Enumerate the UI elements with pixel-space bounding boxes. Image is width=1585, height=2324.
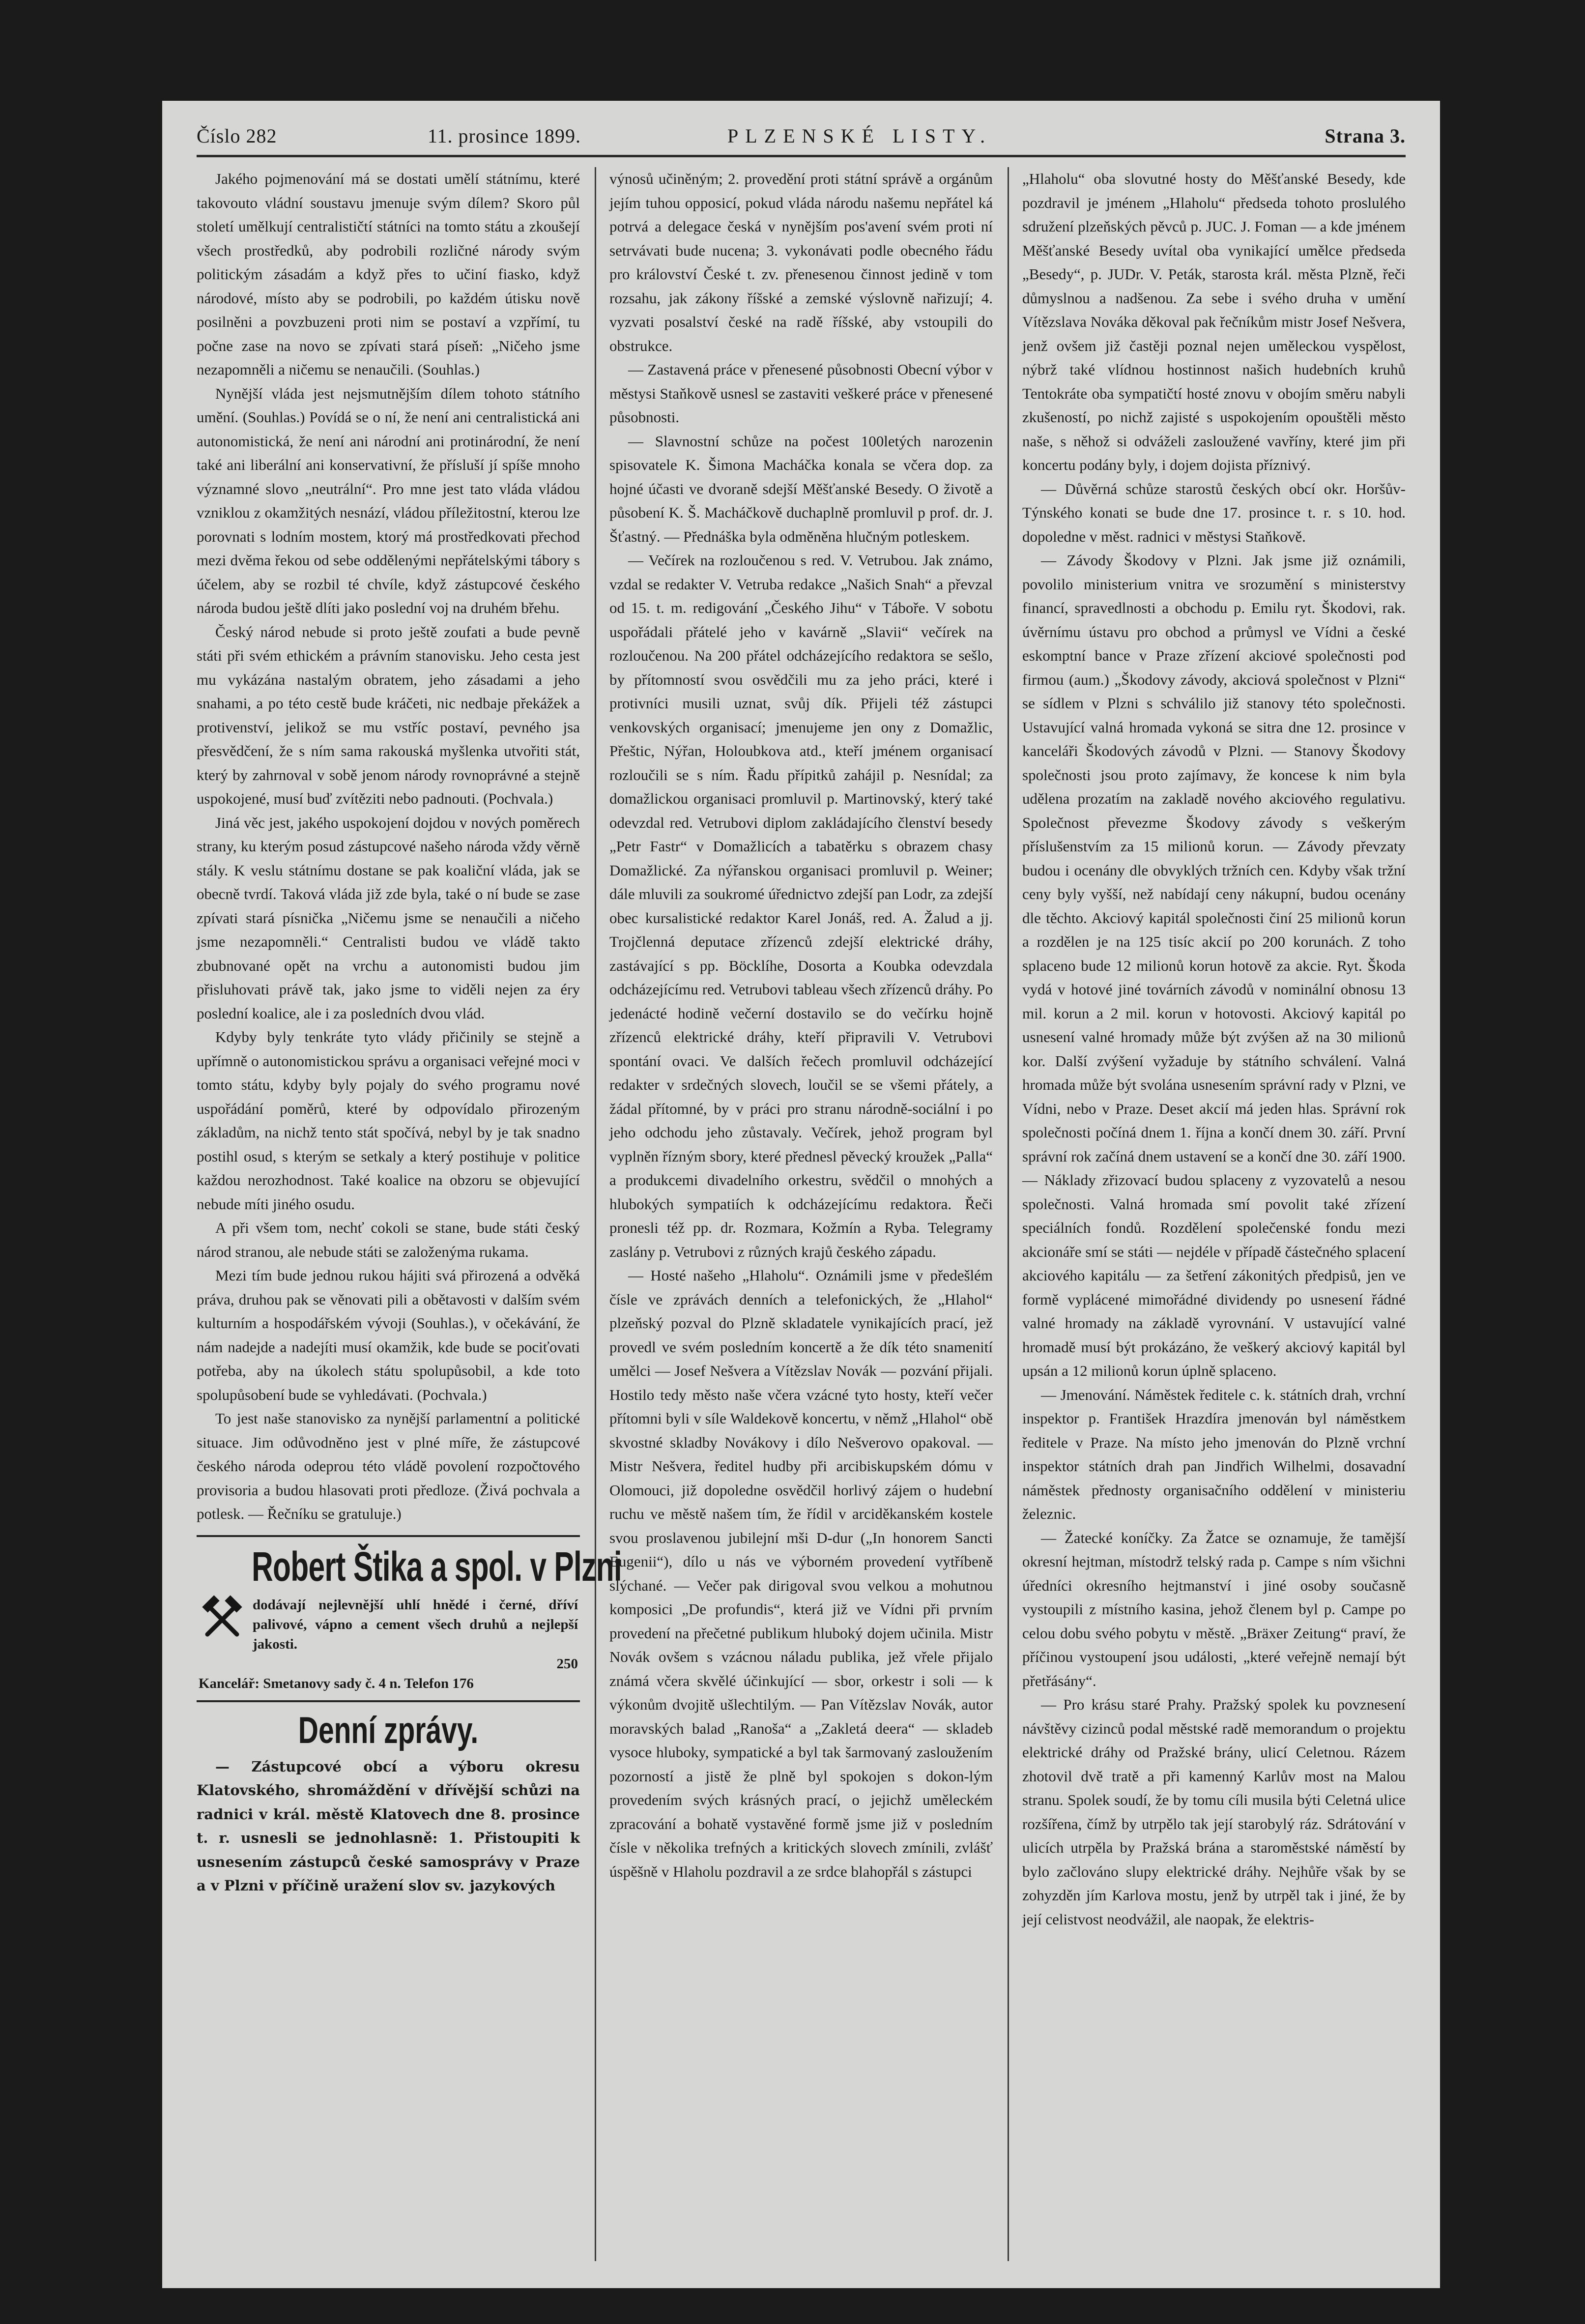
paragraph: Mezi tím bude jednou rukou hájiti svá přirozená a odvěká práva, druhou pak se věnovati pili a obětavosti v dalším svém kulturním a hospodářském vývoji (Souhlas.), v očekávání, že nám nadejde a nadejíti musí okamžik, kde bude se pociťovati potřeba, aby na úkolech státu spolupůsobil, a kde toto spolupůsobení bude se vyhledávati. (Pochvala.): [197, 1267, 580, 1403]
ad-title: Robert Štika a spol. v Plzni: [252, 1543, 622, 1590]
column-divider: [595, 167, 596, 2261]
news-item: — Hosté našeho „Hlaholu“. Oznámili jsme v předešlém čísle ve zprávách denních a telefonických, že „Hlahol“ plzeňský pozval do Plzně skladatele vynikajících prací, jež provedl ve svém posledním koncertě a že dík této snamenití umělci — Josef Nešvera a Vítězslav Novák — pozvání přijali. Hostilo tedy město naše včera vzácné tyto hosty, kteří večer přítomni byli v síle Waldekově koncertu, v němž „Hlahol“ obě skvostné skladby Novákovy i dílo Nešverovo opakoval. — Mistr Nešvera, ředitel hudby při arcibiskupském dómu v Olomouci, již dopoledne osvědčil horlivý zájem o hudební ruchu ve městě našem tím, že řídil v arciděkanském kostele svou proslavenou jubilejní mši D-dur („In honorem Sancti Eugenii“), dílo u nás ve výborném provedení vytříbeně slýchané. — Večer pak dirigoval svou velkou a mohutnou komposici „De profundis“, která již ve Vídni při prvním provedení na přečetné publikum hluboký dojem učinila. Mistr Novák ovšem s vzácnou náladu publika, jež vřele přijalo známá včera skvělé účinkující — sbor, orkestr i soli — k výkonům dvojitě ušlechtilým. — Pan Vítězslav Novák, autor moravských balad „Ranoša“ a „Zakletá deera“ — skladeb vysoce hluboky, sympatické a byl tak šarmovaný zasloužením pozorností a jistě že plně byl spokojen s dokon-lým provedením svých krásných prací, o jejichž uměleckém zpracování a bohatě vystavěné formě jsme již v posledním čísle v několika trefných a kritických slovech zmínili, zvlášť úspěšně v Hlaholu pozdravil a ze srdce blahopřál s zástupci: [609, 1267, 993, 1880]
paragraph: Jiná věc jest, jakého uspokojení dojdou v nových poměrech strany, ku kterým posud zástupcové našeho národa vždy věrně stály. K veslu státnímu dostane se pak koaliční vláda, jak se obecně tvrdí. Taková vláda již zde byla, také o ní bude se zase zpívati stará písnička „Ničemu jsme se nenaučili a ničeho jsme nezapomněli.“ Centralisti budou ve vládě takto zbubnované opět na vrchu a autonomisti budou jim přisluhovati právě tak, jako jsme to viděli nejen za éry poslední koalice, ale i za posledních dvou vlád.: [197, 813, 580, 1022]
ad-contact: Kancelář: Smetanovy sady č. 4 n. Telefon 176: [199, 1675, 474, 1691]
paragraph: To jest naše stanovisko za nynější parlamentní a politické situace. Jim odůvodněno jest v plné míře, že zástupcové českého národa odeprou této vládě povolení rozpočtového provisoria a budou hlasovati proti předloze. (Živá pochvala a potlesk. — Řečníku se gratuluje.): [197, 1410, 580, 1522]
paragraph: Nynější vláda jest nejsmutnějším dílem tohoto státního umění. (Souhlas.) Povídá se o ní, že není ani centralistická ani autonomistická, že není ani národní ani protinárodní, že není také ani liberální ani konservativní, že přísluší jí spíše mnoho významné slovo „neutrální“. Pro mne jest tato vláda vládou vzniklou z okamžitých nesnází, vládou příležitostní, kterou lze porovnati s lodním mostem, ktorý má prostředkovati přechod mezi dvěma řekou od sebe oddělenými nepřátelskými tábory s účelem, aby se rozbil té chvíle, když zástupcové českého národa budou ještě dlíti jako poslední voj na druhém břehu.: [197, 384, 580, 616]
news-item: — Zástupcové obcí a výboru okresu Klatovského, shromáždění v dřívější schůzi na radnici v král. městě Klatovech dne 8. prosince t. r. usnesli se jednohlasně: 1. Přistoupiti k usnesením zástupců české samosprávy v Praze a v Plzni v příčině uražení slov sv. jazykových: [197, 1758, 580, 1894]
column-1: [197, 167, 622, 2261]
ad-number: 250: [556, 1656, 578, 1672]
news-item: — Slavnostní schůze na počest 100letých narozenin spisovatele K. Šimona Macháčka konala se včera dop. za hojné účasti ve dvoraně sdejší Měšťanské Besedy. O životě a působení K. Š. Macháčkově duchaplně promluvil p prof. dr. J. Šťastný. — Přednáška byla odměněna hlučným potleskem.: [609, 432, 993, 545]
paragraph: Český národ nebude si proto ještě zoufati a bude pevně státi při svém ethickém a právním stanovisku. Jeho cesta jest mu vykázána nastalým obratem, jeho zásadami a jeho snahami, a po této cestě bude kráčeti, nic nedbaje překážek a protivenství, jelikož se mu vstříc postaví, pevného jsa přesvědčení, že s ním sama rakouská myšlenka utvořiti stát, který by zahrnoval v sobě jenom národy rovnoprávné a stejně uspokojené, musí buď zvítěziti nebo padnouti. (Pochvala.): [197, 623, 580, 807]
column-3: [1022, 167, 1406, 2261]
news-item: — Zastavená práce v přenesené působnosti Obecní výbor v městysi Staňkově usnesl se zastaviti veškeré práce v přenesené působnosti.: [609, 361, 993, 426]
paragraph: výnosů učiněným; 2. provedění proti státní správě a orgánům jejím tuhou opposicí, pokud vláda národu našemu nepřátel ká potrvá a delegace česká v nynějším pos'avení svém proti ní setrvávati bude nucena; 3. vykonávati podle obecného řádu pro království České t. zv. přenesenou činnost jedině v tom rozsahu, jak zákony říšské a zemské výslovně nařizují; 4. vyzvati posalství české na radě říšské, aby vstoupili do obstrukce.: [609, 170, 993, 354]
news-item: — Důvěrná schůze starostů českých obcí okr. Horšův-Týnského konati se bude dne 17. prosince t. r. s 10. hod. dopoledne v měst. radnici v městysi Staňkově.: [1022, 480, 1406, 545]
news-item: — Pro krásu staré Prahy. Pražský spolek ku povznesení návštěvy cizinců podal městské radě memorandum o projektu elektrické dráhy od Pražské brány, ulicí Celetnou. Rázem zhotovil dvě tratě a při kamenný Karlův most na Malou stranu. Spolek soudí, že by tomu cíli musila býti Celetná ulice rozšířena, čímž by utrpělo tak její starobylý ráz. Sdrátování v ulicích utrpěla by Pražská brána a staroměstské náměstí by bylo začlováno slupy elektrické dráhy. Nejhůře však by se zohyzděn jím Karlova mostu, jenž by utrpěl tak i jiné, že by její celistvost neodvážil, ale naopak, že elektris-: [1022, 1696, 1406, 1928]
news-item: — Závody Škodovy v Plzni. Jak jsme již oznámili, povolilo ministerium vnitra ve srozumění s ministerstvy financí, spravedlnosti a obchodu p. Emilu ryt. Škodovi, rak. úvěrnímu ústavu pro obchod a průmysl ve Vídni a české eskomptní bance v Praze zřízení akciové společnosti pod firmou (aum.) „Škodovy závody, akciová společnost v Plzni“ se sídlem v Plzni s schválilo již stanovy této společnosti. Ustavující valná hromada vykoná se sitra dne 12. prosince v kanceláři Škodových závodů v Plzni. — Stanovy Škodovy společnosti jsou proto zajímavy, že koncese k nim byla udělena prozatím na zakladě nového akciového regulativu. Společnost převezme Škodovy závody s veškerým příslušenstvím za 15 milionů korun. — Závody převzaty budou i ocenány dle obvyklých tržních cen. Kdyby však tržní ceny byly vyšší, než nabídají ceny nákupní, budou ocenány dle těchto. Akciový kapitál společnosti činí 25 milionů korun a rozdělen je na 125 tisíc akcií po 200 korunách. Z toho splaceno bude 12 milionů korun hotově za akcie. Ryt. Škoda vydá v hotové jiné továrních závodů v nominální obnosu 13 mil. korun a 2 mil. korun v hotovosti. Akciový kapitál po usnesení valné hromady může být zvýšen až na 30 milionů kor. Další zvýšení vyžaduje by státního schválení. Valná hromada může být svolána usnesením správní rady v Plzni, ve Vídni, nebo v Praze. Deset akcií má jeden hlas. Správní rok společnosti počíná dnem 1. října a končí dnem 30. září. První správní rok začíná dnem ustavení se a končí dne 30. září 1900. — Náklady zřizovací budou splaceny z vyzovatelů a nesou společnosti. Valná hromada smí povolit také zřízení speciálních fondů. Rozdělení společenské fondu mezi akcionáře smí se státi — nejdéle v případě částečného splacení akciového kapitálu — za šetření zákonitých předpisů, jen ve formě vyplácené mimořádné dividendy po usnesení řádné valné hromady na základě vyrovnání. V ustavující valné hromadě musí být prokázáno, že veškerý akciový kapitál byl upsán a 12 milionů korun úplně splaceno.: [1022, 552, 1406, 1379]
paragraph: Kdyby byly tenkráte tyto vlády přičinily se stejně a upřímně o autonomistickou správu a organisaci veřejné moci v tomto státu, kdyby byly pojaly do svého programu nové uspořádání poměrů, které by odpovídalo přirozeným základům, na nichž tento stát spočívá, nebyl by je tak snadno postihl osud, s kterým se setkaly a který postihuje v politice každou nerozhodnost. Také koalice na obzoru se objevující nebude míti jiného osudu.: [197, 1028, 580, 1213]
issue-date: 11. prosince 1899.: [428, 125, 581, 147]
page-number: Strana 3.: [1325, 125, 1406, 147]
column-divider: [1008, 167, 1009, 2261]
newspaper-title: PLZENSKÉ LISTY.: [727, 125, 992, 147]
paragraph: „Hlaholu“ oba slovutné hosty do Měšťanské Besedy, kde pozdravil je jménem „Hlaholu“ předseda tohoto proslulého sdružení plzeňských pěvců p. JUC. J. Foman — a kde jménem Měšťanské Besedy uvítal oba vynikající umělce předseda „Besedy“, p. JUDr. V. Peták, starosta král. města Plzně, řeči důmyslnou a nadšenou. Za sebe i svého druha v umění Vítězslava Nováka děkoval pak řečníkům mistr Josef Nešvera, jenž ovšem již častěji poznal nejen uměleckou vyspělost, nýbrž také vlídnou hostinnost našich hudebních kruhů Tentokráte oba sympatičtí hosté znovu v obojím směru nabyli zkušeností, po nichž zajisté s uspokojením opouštěli město naše, s něhož si odváželi zasloužené vavříny, které jim při koncertu podány byly, i dojem dojista příznivý.: [1022, 170, 1406, 473]
paragraph: Jakého pojmenování má se dostati umělí státnímu, které takovouto vládní soustavu jmenuje svým dílem? Skoro půl století umělkují centralističtí státníci na tomto státu a zkoušejí všech prostředků, aby podrobili rozličné národy svým politickým zásadám a když přes to učiní fiasko, když národové, místo aby se podrobili, po každém útisku nově posilněni a povzbuzeni proti nim se postaví a vzpřímí, tu počne zase na novo se zpívati stará píseň: „Ničeho jsme nezapomněli a ničemu se nenaučili. (Souhlas.): [197, 170, 580, 378]
news-item: — Žatecké koníčky. Za Žatce se oznamuje, že tamější okresní hejtman, místodrž telský rada p. Campe s ním všichni úředníci okresního hejtmanství i jiné osoby současně vystoupili z místního kasina, jehož členem byl p. Campe po celou dobu svého pobytu v městě. „Bräxer Zeitung“ praví, že příčinou vystoupení jsou události, „které veřejně nemají být přetřásány“.: [1022, 1529, 1406, 1689]
ad-text: dodávají nejlevnější uhlí hnědé i černé, dříví palivové, vápno a cement všech druhů a nejlepší jakosti.: [253, 1597, 578, 1652]
column-2: [609, 167, 993, 2261]
section-title: Denní zprávy.: [298, 1709, 479, 1751]
issue-number: Číslo 282: [197, 125, 277, 147]
news-item: — Večírek na rozloučenou s red. V. Vetrubou. Jak známo, vzdal se redakter V. Vetruba redakce „Našich Snah“ a převzal od 15. t. m. redigování „Českého Jihu“ v Táboře. V sobotu uspořádali přátelé jeho v kavárně „Slavii“ večírek na rozloučenou. Na 200 přátel odcházejícího redaktora se sešlo, by přítomností svou osvědčili mu za jeho práci, které i protivníci musili uznat, svůj dík. Přijeli též zástupci venkovských organisací; jmenujeme jen ony z Domažlic, Přeštic, Nýřan, Holoubkova atd., kteří jménem organisací rozloučili se s ním. Řadu přípitků zahájil p. Nesnídal; za domažlickou organisaci promluvil p. Martinovský, který také odevzdal red. Vetrubovi diplom zakládajícího členství besedy „Petr Fastr“ v Domažlicích a tabatěrku s obrazem chasy Domažlické. Za nýřanskou organisaci promluvil p. Weiner; dále mluvili za soukromé úřednictvo zdejší pan Lodr, za zdejší obec kursalistické redaktor Karel Jonáš, red. A. Žalud a jj. Trojčlenná deputace zřízenců zdejší elektrické dráhy, zastávající s pp. Böcklíhe, Dosorta a Koubka odevzdala odcházejícímu red. Vetrubovi tableau všech zřízenců dráhy. Po jedenácté hodině večerní dostavilo se do večírku hojně zřízenců elektrické dráhy, kteří připravili V. Vetrubovi spontání ovaci. Ve dalších řečech promluvil odcházející redakter v srdečných slovech, loučil se se všemi přátely, a žádal přítomné, by v práci pro stranu národně-sociální i po jeho odchodu jeho zůstavaly. Večírek, jehož program byl vyplněn řízným sbory, které přednesl pěvecký kroužek „Palla“ a produkcemi divadelního orkestru, svědčil o mnohých a hlubokých sympatiích k odcházejícímu redaktora. Řeči pronesli též pp. dr. Rozmara, Kožmín a Ryba. Telegramy zaslány p. Vetrubovi z různých krajů českého západu.: [609, 552, 993, 1260]
header-rule: [197, 155, 1406, 157]
advertisement: [197, 1535, 622, 1702]
crossed-hammers-icon: [199, 1595, 246, 1642]
news-item: — Jmenování. Náměstek ředitele c. k. státních drah, vrchní inspektor p. František Hrazdíra jmenován byl náměstkem ředitele v Praze. Na místo jeho jmenován do Plzně vrchní inspektor státních drah pan Jindřich Wilhelmi, dosavadní náměstek přednosty organisačního oddělení v ministeriu železnic.: [1022, 1386, 1406, 1522]
page-header: [197, 120, 1406, 155]
paragraph: A při všem tom, nechť cokoli se stane, bude státi český národ stranou, ale nebude státi se založenýma rukama.: [197, 1219, 580, 1260]
newspaper-page: [162, 101, 1440, 2288]
